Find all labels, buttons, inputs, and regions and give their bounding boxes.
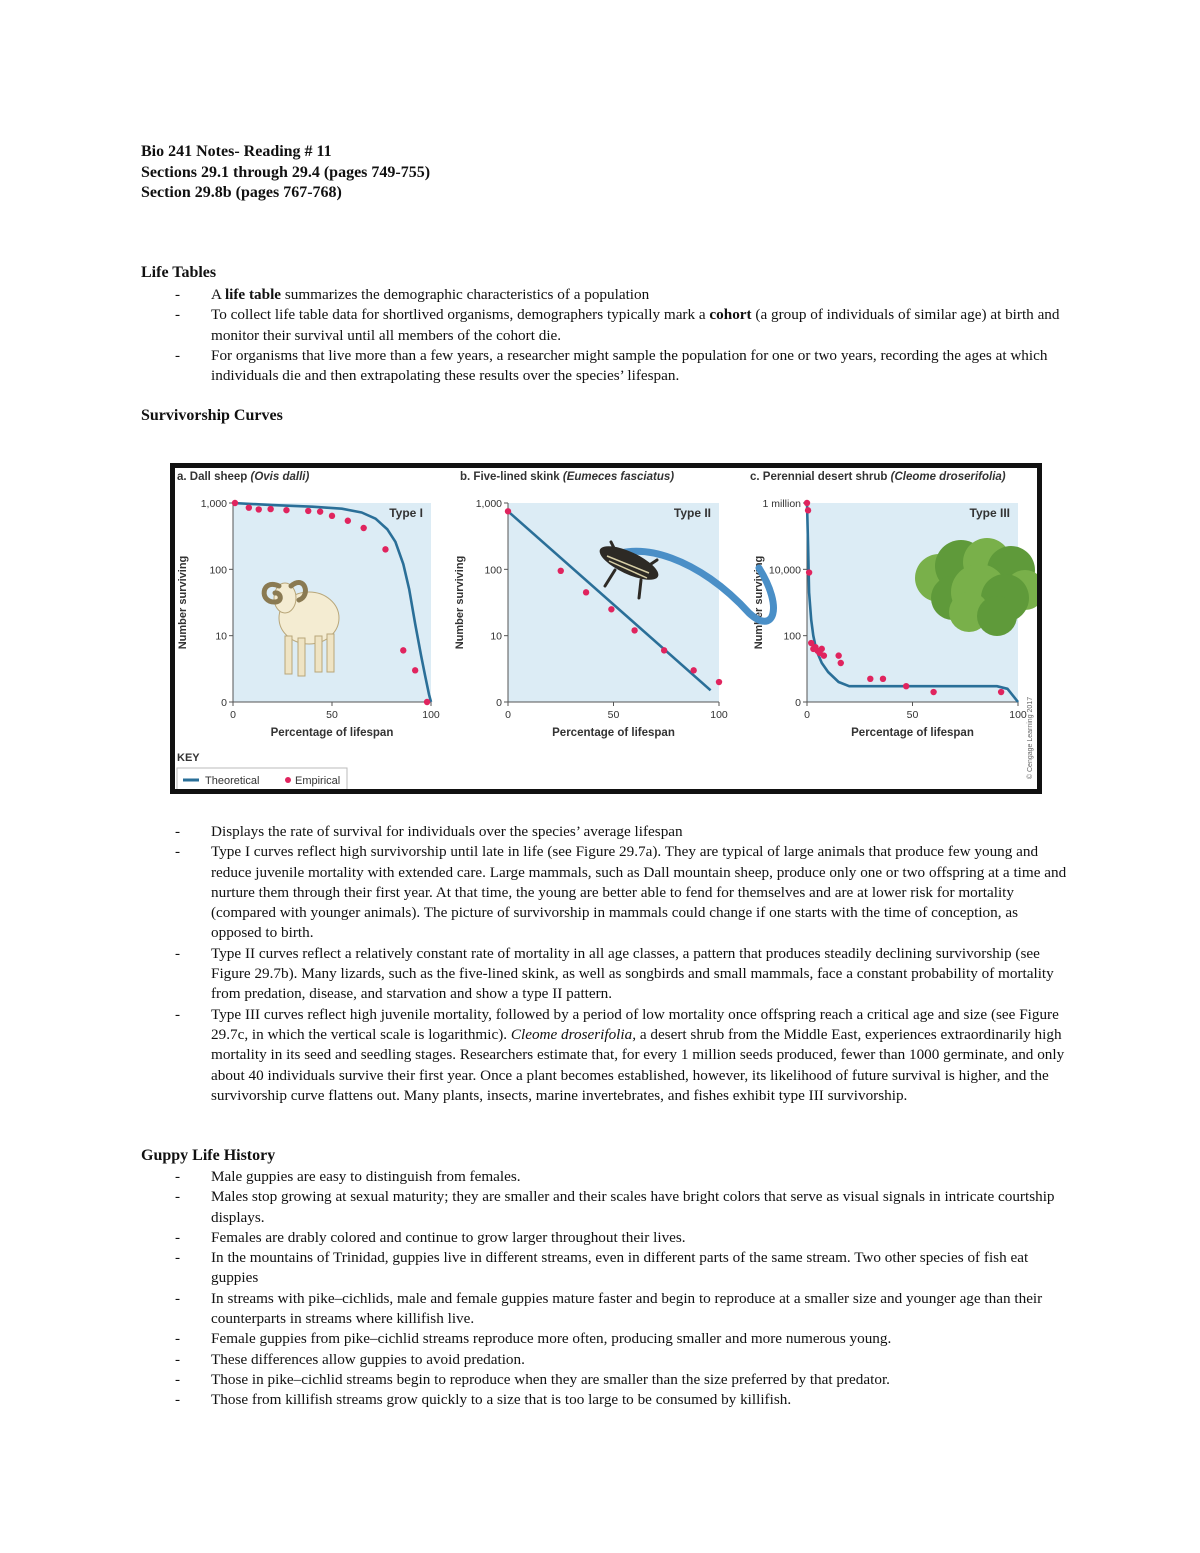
empirical-point <box>505 508 511 514</box>
list-item: - A life table summarizes the demographic characteristics of a population <box>141 285 1071 305</box>
x-tick-label: 100 <box>1009 709 1027 721</box>
x-tick-label: 50 <box>607 709 620 721</box>
species-name: Cleome droserifolia, <box>510 1025 637 1043</box>
header-title: Bio 241 Notes- Reading # 11 <box>141 143 332 160</box>
y-tick-label: 100 <box>209 564 227 577</box>
plot-area <box>508 503 719 702</box>
curve-type-label: Type III <box>969 506 1010 520</box>
empirical-point <box>329 513 335 519</box>
empirical-point <box>317 508 323 514</box>
guppy-heading: Guppy Life History <box>141 1147 276 1164</box>
curve-type-label: Type II <box>673 506 711 520</box>
sheep-leg <box>298 638 305 676</box>
list-item: - Those from killifish streams grow quickly to a size that is too large to be consumed by killifish. <box>141 1390 1071 1410</box>
y-axis-label: Number surviving <box>753 555 765 650</box>
empirical-point <box>998 689 1004 695</box>
x-tick-label: 100 <box>710 709 728 721</box>
empirical-point <box>583 589 589 595</box>
term-cohort: cohort <box>709 306 752 324</box>
list-item: - Displays the rate of survival for individuals over the species’ average lifespan <box>141 822 1071 842</box>
y-tick-label: 100 <box>783 630 801 643</box>
x-tick-label: 100 <box>422 709 440 721</box>
legend-empirical-swatch <box>285 777 291 783</box>
empirical-point <box>424 699 430 705</box>
empirical-point <box>821 652 827 658</box>
x-tick-label: 50 <box>906 709 919 721</box>
empirical-point <box>412 667 418 673</box>
chart-title: b. Five-lined skink (Eumeces fasciatus) <box>460 471 675 483</box>
y-tick-label: 1,000 <box>200 498 227 510</box>
y-tick-label: 0 <box>795 697 801 709</box>
legend-key-label: KEY <box>177 752 200 764</box>
y-tick-label: 1 million <box>762 498 801 510</box>
y-tick-label: 100 <box>484 564 502 577</box>
empirical-point <box>256 506 262 512</box>
empirical-point <box>400 647 406 653</box>
empirical-point <box>930 689 936 695</box>
legend-empirical-label: Empirical <box>295 775 341 787</box>
empirical-point <box>608 606 614 612</box>
list-item: - Females are drably colored and continue to grow larger throughout their lives. <box>141 1228 1071 1248</box>
y-tick-label: 0 <box>496 697 502 709</box>
empirical-point <box>819 646 825 652</box>
empirical-point <box>661 647 667 653</box>
list-item: - In the mountains of Trinidad, guppies live in different streams, even in different parts of the same stream. Two other species of fish eat guppies <box>141 1248 1071 1289</box>
list-item: - For organisms that live more than a few years, a researcher might sample the population for one or two years, recording the ages at which individuals die and then extrapolating these results over the species’ lifespan. <box>141 346 1071 387</box>
empirical-point <box>804 500 810 506</box>
survivorship-charts <box>175 468 1037 789</box>
empirical-point <box>382 546 388 552</box>
header-section-b: Section 29.8b (pages 767-768) <box>141 184 342 201</box>
empirical-point <box>903 683 909 689</box>
empirical-point <box>345 518 351 524</box>
y-tick-label: 1,000 <box>475 498 502 510</box>
y-tick-label: 10,000 <box>768 564 801 577</box>
empirical-point <box>806 569 812 575</box>
copyright-text: © Cengage Learning 2017 <box>1027 696 1034 780</box>
survivorship-list <box>141 822 1071 1106</box>
x-axis-label: Percentage of lifespan <box>552 727 675 739</box>
survivorship-heading: Survivorship Curves <box>141 407 283 424</box>
list-item: - Male guppies are easy to distinguish from females. <box>141 1167 1071 1187</box>
life-tables-heading: Life Tables <box>141 264 217 281</box>
sheep-leg <box>315 636 322 672</box>
x-tick-label: 0 <box>804 709 810 721</box>
sheep-leg <box>285 636 292 674</box>
empirical-point <box>690 667 696 673</box>
x-tick-label: 0 <box>505 709 511 721</box>
empirical-point <box>283 507 289 513</box>
empirical-point <box>716 679 722 685</box>
list-item: - Those in pike–cichlid streams begin to reproduce when they are smaller than the size preferred by that predator. <box>141 1370 1071 1390</box>
x-tick-label: 0 <box>230 709 236 721</box>
empirical-point <box>267 506 273 512</box>
x-axis-label: Percentage of lifespan <box>851 727 974 739</box>
empirical-point <box>867 676 873 682</box>
list-item: - These differences allow guppies to avoid predation. <box>141 1350 1071 1370</box>
empirical-point <box>631 627 637 633</box>
life-tables-list <box>141 285 1071 386</box>
chart-title: a. Dall sheep (Ovis dalli) <box>177 471 310 483</box>
list-item: - Type I curves reflect high survivorship until late in life (see Figure 29.7a). They are typical of large animals that produce few young and reduce juvenile mortality with extended care. Large mammals, such as Dall mountain sheep, produce only one or two offspring at a time and nurture them through their first year. At that time, the young are better able to fend for themselves and are at lower risk for mortality (compared with younger animals). The picture of survivorship in mammals could change if one starts with the time of conception, as opposed to birth. <box>141 842 1071 943</box>
y-tick-label: 10 <box>215 630 227 643</box>
term-life-table: life table <box>224 286 282 303</box>
list-item: - Type II curves reflect a relatively constant rate of mortality in all age classes, a pattern that produces steadily declining survivorship (see Figure 29.7b). Many lizards, such as the five-lined skink, as well as songbirds and small mammals, face a constant probability of mortality from predation, disease, and starvation and show a type II pattern. <box>141 944 1071 1005</box>
chart-panel-2 <box>454 471 728 739</box>
document-header <box>141 142 430 204</box>
empirical-point <box>360 525 366 531</box>
empirical-point <box>805 507 811 513</box>
sheep-leg <box>327 634 334 672</box>
empirical-point <box>246 504 252 510</box>
survivorship-figure <box>170 463 1042 794</box>
header-sections: Sections 29.1 through 29.4 (pages 749-755) <box>141 163 431 181</box>
list-item: - Female guppies from pike–cichlid streams reproduce more often, producing smaller and more numerous young. <box>141 1329 1071 1349</box>
y-tick-label: 10 <box>490 630 502 643</box>
guppy-list <box>141 1167 1071 1411</box>
list-item: - Type III curves reflect high juvenile mortality, followed by a period of low mortality once offspring reach a critical age and size (see Figure 29.7c, in which the vertical scale is logarithmic). Cleome droserifolia, a desert shrub from the Middle East, experiences extraordinarily high mortality in its seed and seedling stages. Researchers estimate that, for every 1 million seeds produced, fewer than 1000 germinate, and only about 40 individuals survive their first year. Once a plant becomes established, however, its likelihood of future survival is higher, and the survivorship curve flattens out. Many plants, insects, marine invertebrates, and fishes exhibit type III survivorship. <box>141 1005 1071 1106</box>
list-item: - To collect life table data for shortlived organisms, demographers typically mark a cohort (a group of individuals of similar age) at birth and monitor their survival until all members of the cohort die. <box>141 305 1071 346</box>
legend <box>177 752 347 789</box>
x-tick-label: 50 <box>326 709 338 721</box>
empirical-point <box>232 500 238 506</box>
x-axis-label: Percentage of lifespan <box>270 727 394 739</box>
list-item: - In streams with pike–cichlids, male and female guppies mature faster and begin to reproduce at a smaller size and younger age than their counterparts in streams where killifish live. <box>141 1289 1071 1330</box>
empirical-point <box>558 568 564 574</box>
empirical-point <box>835 652 841 658</box>
legend-theoretical-label: Theoretical <box>205 775 260 787</box>
y-axis-label: Number surviving <box>177 555 189 650</box>
y-axis-label: Number surviving <box>454 555 466 650</box>
empirical-point <box>838 660 844 666</box>
empirical-point <box>880 676 886 682</box>
shrub-leaf-cluster <box>977 596 1017 636</box>
chart-title: c. Perennial desert shrub (Cleome droserifolia) <box>750 471 1006 483</box>
empirical-point <box>305 508 311 514</box>
list-item: - Males stop growing at sexual maturity; they are smaller and their scales have bright colors that serve as visual signals in intricate courtship displays. <box>141 1187 1071 1228</box>
curve-type-label: Type I <box>389 506 423 520</box>
y-tick-label: 0 <box>221 697 227 709</box>
